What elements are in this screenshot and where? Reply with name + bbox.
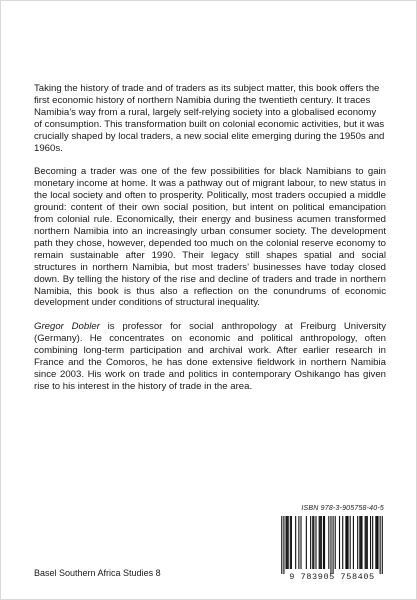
- barcode-bar: [298, 516, 299, 569]
- barcode-bar: [283, 516, 284, 574]
- barcode-bar: [370, 516, 371, 569]
- isbn-label: ISBN 978-3-905758-40-5: [301, 505, 384, 512]
- barcode-bar: [339, 516, 340, 569]
- barcode-number: 9 783905 758405: [289, 572, 375, 582]
- barcode-bar: [382, 516, 383, 574]
- barcode-bar: [360, 516, 361, 569]
- blurb-paragraph-2: Becoming a trader was one of the few possibilities for black Namibians to gain monetary income at home. It was a pathway out of migrant labour, to new status in the local society and often to prosperity. Politically, most traders occupied a middle ground: content of their own social position, but intent on political emancipation from colonial rule. Economically, their energy and business acumen transformed northern Namibia into an increasingly urban consumer society. The development path they chose, however, depended too much on the colonial reserve economy to remain sustainable after 1990. Their legacy still shapes spatial and social structures in northern Namibia, but most traders’ businesses have today closed down. By telling the history of the rise and decline of traders and trade in northern Namibia, this book is thus also a reflection on the conundrums of economic development under conditions of structural inequality.: [34, 166, 386, 309]
- barcode-bar: [285, 516, 286, 569]
- barcode-bar: [328, 516, 329, 569]
- barcode-bar: [372, 516, 373, 569]
- barcode-bar: [365, 516, 366, 569]
- barcode-bar: [323, 516, 324, 569]
- barcode-bar: [313, 516, 314, 569]
- barcode-bar: [377, 516, 378, 569]
- barcode-bar: [376, 516, 377, 569]
- barcode-bar: [346, 516, 347, 569]
- barcode-bar: [310, 516, 311, 569]
- barcode-bar: [321, 516, 322, 569]
- barcode-bar: [324, 516, 325, 569]
- author-bio-text: is professor for social anthropology at Freiburg University (Germany). He concentrates on economic and political anthropology, often combining long-term participation and archival work. After earlier research in France and the Comoros, he has done extensive fieldwork in northern Namibia since 2003. His work on trade and politics in contemporary Oshikango has given rise to his interest in the history of trade in the area.: [34, 321, 386, 392]
- blurb-paragraph-1: Taking the history of trade and of traders as its subject matter, this book offers the first economic history of northern Namibia during the twentieth century. It traces Namibia’s way from a rural, largely self-relying society into a globalised economy of consumption. This transformation built on colonial economic activities, but it was crucially shaped by local traders, a new social elite emerging during the 1950s and 1960s.: [34, 83, 385, 154]
- barcode-bar: [312, 516, 313, 569]
- barcode-bar: [281, 516, 282, 574]
- barcode-bar: [330, 516, 331, 574]
- barcode-bar: [287, 516, 288, 569]
- barcode-bar: [320, 516, 321, 569]
- barcode-bar: [290, 516, 291, 569]
- barcode-bar: [361, 516, 362, 569]
- barcode-bar: [348, 516, 349, 569]
- barcode-bar: [342, 516, 343, 569]
- series-title: Basel Southern Africa Studies 8: [34, 568, 161, 578]
- barcode-bar: [288, 516, 289, 569]
- barcode: [278, 516, 386, 574]
- barcode-bar: [335, 516, 336, 569]
- barcode-bar: [366, 516, 367, 569]
- barcode-bar: [353, 516, 354, 569]
- barcode-bar: [295, 516, 296, 569]
- author-name: Gregor Dobler: [34, 321, 100, 333]
- barcode-bar: [375, 516, 376, 569]
- barcode-bar: [367, 516, 368, 569]
- barcode-bar: [306, 516, 307, 569]
- blurb-text: [34, 83, 386, 405]
- author-bio: [34, 321, 386, 392]
- barcode-bar: [350, 516, 351, 569]
- barcode-bar: [291, 516, 292, 569]
- barcode-bar: [357, 516, 358, 569]
- barcode-bar: [319, 516, 320, 569]
- barcode-bar: [300, 516, 301, 569]
- barcode-bars: [278, 516, 386, 574]
- barcode-bar: [315, 516, 316, 569]
- barcode-bar: [380, 516, 381, 574]
- barcode-bar: [359, 516, 360, 569]
- barcode-bar: [333, 516, 334, 574]
- barcode-bar: [345, 516, 346, 569]
